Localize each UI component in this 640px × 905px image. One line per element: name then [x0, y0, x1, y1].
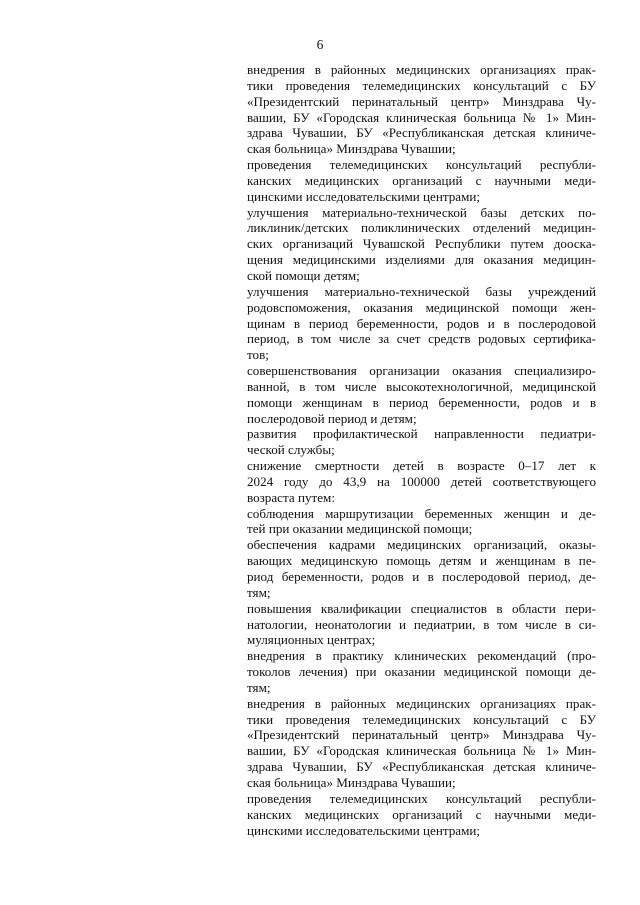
text-line: муляционных центрах;: [247, 632, 376, 648]
text-line: ческой службы;: [247, 442, 335, 458]
text-line: ская больница» Минздрава Чувашии;: [247, 774, 456, 790]
paragraph: [247, 791, 596, 839]
text-line: внедрения в районных медицинских организациях прак-: [247, 62, 596, 77]
text-line: тики проведения телемедицинских консультаций с БУ: [247, 77, 596, 93]
text-line: соблюдения маршрутизации беременных женщин и де-: [247, 505, 596, 521]
text-line: ской помощи детям;: [247, 267, 360, 283]
text-line: послеродовой период и детям;: [247, 410, 417, 426]
text-line: токолов лечения) при оказании медицинской помощи де-: [247, 664, 596, 680]
text-line: обеспечения кадрами медицинских организаций, оказы-: [247, 537, 596, 553]
paragraph: [247, 537, 596, 600]
text-line: повышения квалификации специалистов в области пери-: [247, 600, 596, 616]
text-line: тей при оказании медицинской помощи;: [247, 521, 473, 537]
text-line: натологии, неонатологии и педиатрии, в том числе в си-: [247, 616, 596, 632]
text-line: развития профилактической направленности педиатри-: [247, 426, 596, 442]
text-line: ванной, в том числе высокотехнологичной, медицинской: [247, 378, 596, 394]
text-line: тов;: [247, 347, 269, 363]
text-line: цинскими исследовательскими центрами;: [247, 188, 481, 204]
paragraph: [247, 458, 596, 506]
paragraph: [247, 601, 596, 649]
paragraph: [247, 157, 596, 205]
text-line: цинскими исследовательскими центрами;: [247, 822, 481, 838]
text-line: щения медицинскими изделиями для оказания медицин-: [247, 252, 596, 268]
paragraph: [247, 363, 596, 426]
text-line: канских медицинских организаций с научными меди-: [247, 806, 596, 822]
paragraph: [247, 506, 596, 538]
text-line: вающих медицинскую помощь детям и женщинам в пе-: [247, 553, 596, 569]
text-line: здрава Чувашии, БУ «Республиканская детская клиниче-: [247, 759, 596, 775]
text-line: улучшения материально-технической базы учреждений: [247, 283, 596, 299]
text-line: канских медицинских организаций с научными меди-: [247, 172, 596, 188]
paragraph: [247, 284, 596, 363]
text-line: проведения телемедицинских консультаций республи-: [247, 157, 596, 173]
paragraph: [247, 62, 596, 157]
text-line: тям;: [247, 584, 271, 600]
text-line: проведения телемедицинских консультаций республи-: [247, 790, 596, 806]
text-line: «Президентский перинатальный центр» Минздрава Чу-: [247, 727, 596, 743]
paragraph: [247, 205, 596, 284]
text-line: совершенствования организации оказания специализиро-: [247, 363, 596, 379]
page-number: 6: [316, 37, 324, 52]
text-line: «Президентский перинатальный центр» Минздрава Чу-: [247, 93, 596, 109]
text-line: родовспоможения, оказания медицинской помощи жен-: [247, 299, 596, 315]
text-line: 2024 году до 43,9 на 100000 детей соответствующего: [247, 473, 596, 489]
text-line: тики проведения телемедицинских консультаций с БУ: [247, 711, 596, 727]
text-line: вашии, БУ «Городская клиническая больница № 1» Мин-: [247, 109, 596, 125]
text-line: помощи женщинам в период беременности, родов и в: [247, 394, 596, 410]
paragraph: [247, 696, 596, 791]
text-line: здрава Чувашии, БУ «Республиканская детская клиниче-: [247, 125, 596, 141]
text-line: ских организаций Чувашской Республики путем дооска-: [247, 236, 596, 252]
text-line: щинам в период беременности, родов и в послеродовой: [247, 315, 596, 331]
text-line: тям;: [247, 679, 271, 695]
text-line: снижение смертности детей в возрасте 0–17 лет к: [247, 458, 596, 474]
text-line: возраста путем:: [247, 489, 335, 505]
text-line: ская больница» Минздрава Чувашии;: [247, 141, 456, 157]
text-line: период, в том числе за счет средств родовых сертифика-: [247, 331, 596, 347]
text-line: внедрения в практику клинических рекомендаций (про-: [247, 648, 596, 664]
paragraph: [247, 648, 596, 696]
text-line: ликлиник/детских поликлинических отделений медицин-: [247, 220, 596, 236]
text-line: улучшения материально-технической базы детских по-: [247, 204, 596, 220]
text-line: вашии, БУ «Городская клиническая больница № 1» Мин-: [247, 743, 596, 759]
text-line: риод беременности, родов и в послеродовой период, де-: [247, 569, 596, 584]
paragraph: [247, 426, 596, 458]
text-line: внедрения в районных медицинских организациях прак-: [247, 695, 596, 711]
document-body: [247, 62, 596, 838]
